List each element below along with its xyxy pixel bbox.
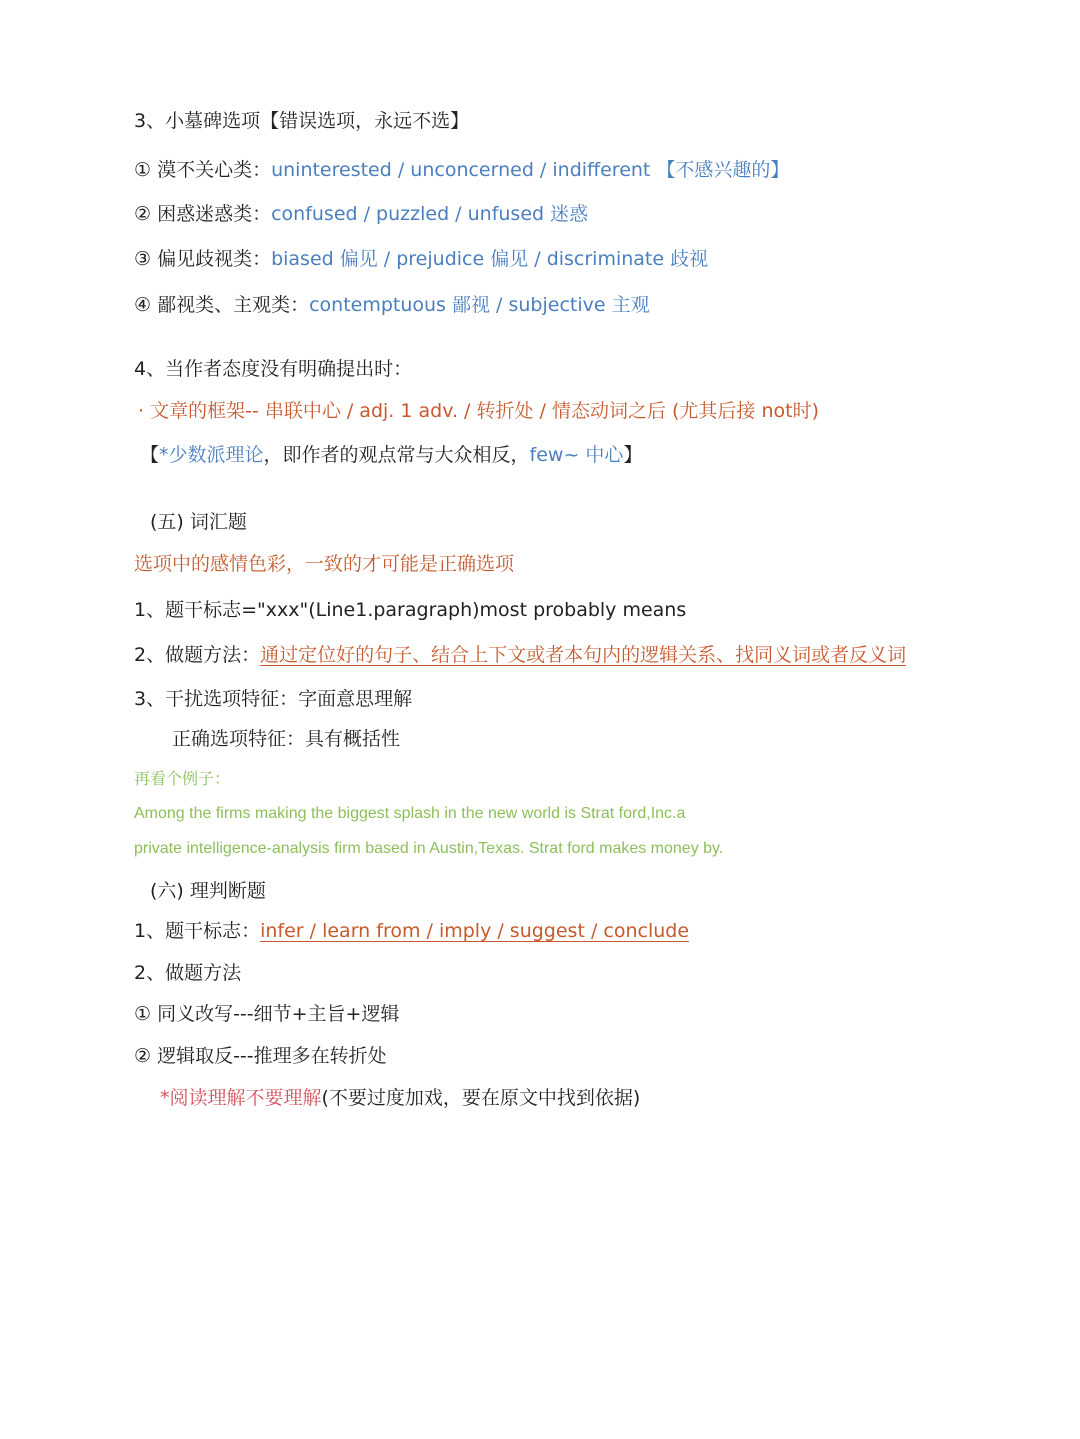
item-content: confused / puzzled / unfused 迷惑 — [271, 203, 589, 225]
note-blue-2: few~ 中心 — [529, 444, 624, 466]
vocab-highlight: 选项中的感情色彩，一致的才可能是正确选项 — [134, 553, 515, 575]
item-content: 通过定位好的句子、结合上下文或者本句内的逻辑关系、找同义词或者反义词 — [260, 644, 907, 666]
example-label: 再看个例子： — [134, 769, 231, 788]
item-content: biased 偏见 / prejudice 偏见 / discriminate 歧视 — [271, 248, 709, 270]
note-close: 】 — [623, 444, 643, 466]
vocab-item-3b: 正确选项特征：具有概括性 — [172, 728, 401, 750]
section4-note — [140, 442, 642, 468]
tip-red: *阅读理解不要理解 — [160, 1087, 322, 1109]
inference-tip — [160, 1085, 640, 1111]
item-content: uninterested / unconcerned / indifferent 【不感兴趣的】 — [271, 159, 790, 181]
list-item — [134, 292, 650, 318]
example-line-1: Among the firms making the biggest splash in the new world is Strat ford,Inc.a — [134, 805, 686, 822]
item-content: contemptuous 鄙视 / subjective 主观 — [309, 294, 650, 316]
section4-bullet: · 文章的框架-- 串联中心 / adj. 1 adv. / 转折处 / 情态动词之后 (尤其后接 not时) — [138, 400, 819, 422]
section3-heading: 3、小墓碑选项【错误选项，永远不选】 — [134, 110, 470, 132]
item-prefix: ③ 偏见歧视类： — [134, 248, 272, 270]
list-item — [134, 246, 708, 272]
item-prefix: ① 漠不关心类： — [134, 159, 272, 181]
inference-sub-2: ② 逻辑取反---推理多在转折处 — [134, 1045, 387, 1067]
inference-item-2: 2、做题方法 — [134, 962, 242, 984]
item-prefix: 1、题干标志： — [134, 920, 261, 942]
item-prefix: 2、做题方法： — [134, 644, 261, 666]
section4-heading: 4、当作者态度没有明确提出时： — [134, 358, 413, 380]
list-item — [134, 201, 588, 227]
inference-item-1 — [134, 918, 689, 944]
example-line-2: private intelligence-analysis firm based in Austin,Texas. Strat ford makes money by. — [134, 840, 724, 857]
note-blue-1: *少数派理论 — [159, 444, 264, 466]
vocab-heading: (五) 词汇题 — [150, 511, 247, 533]
vocab-item-1: 1、题干标志="xxx"(Line1.paragraph)most probably means — [134, 599, 687, 621]
vocab-item-3: 3、干扰选项特征：字面意思理解 — [134, 688, 413, 710]
note-mid: ，即作者的观点常与大众相反， — [263, 444, 530, 466]
tip-rest: (不要过度加戏，要在原文中找到依据) — [321, 1087, 641, 1109]
inference-heading: (六) 理判断题 — [150, 880, 266, 902]
item-prefix: ④ 鄙视类、主观类： — [134, 294, 310, 316]
vocab-item-2 — [134, 642, 906, 668]
inference-sub-1: ① 同义改写---细节+主旨+逻辑 — [134, 1003, 400, 1025]
item-content: infer / learn from / imply / suggest / conclude — [260, 920, 690, 942]
note-open: 【 — [140, 444, 160, 466]
item-prefix: ② 困惑迷惑类： — [134, 203, 272, 225]
list-item — [134, 157, 789, 183]
